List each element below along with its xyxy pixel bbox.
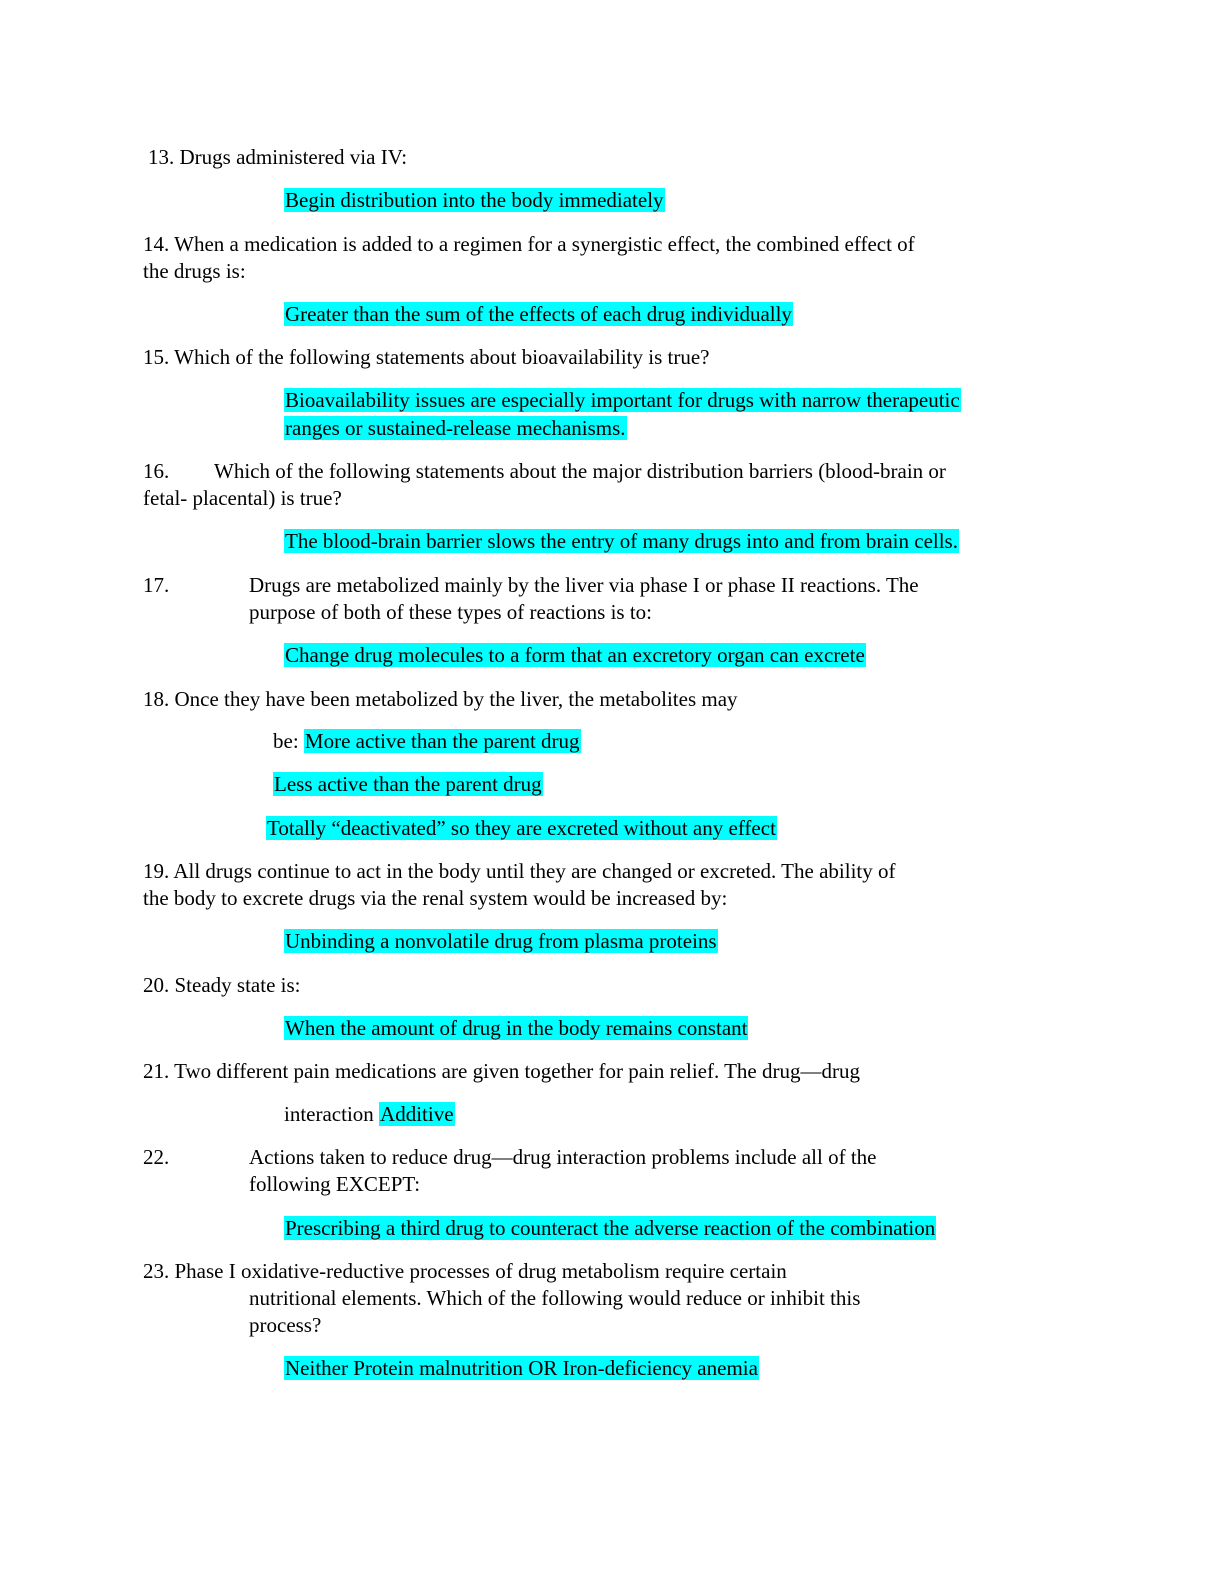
answer-18-line-1	[273, 728, 581, 754]
answer-19-highlight: Unbinding a nonvolatile drug from plasma proteins	[285, 929, 717, 953]
answer-15-line-2	[284, 415, 627, 441]
answer-14	[284, 301, 793, 327]
answer-18-highlight-1: More active than the parent drug	[304, 729, 580, 753]
answer-16	[284, 528, 959, 554]
question-22-line-1: Actions taken to reduce drug—drug interaction problems include all of the	[249, 1145, 877, 1169]
answer-18-highlight-3: Totally “deactivated” so they are excreted without any effect	[267, 816, 776, 840]
question-19-line-1: 19. All drugs continue to act in the body until they are changed or excreted. The ability of	[143, 859, 896, 883]
answer-18-prefix: be:	[273, 729, 304, 753]
answer-13-highlight: Begin distribution into the body immediately	[285, 188, 664, 212]
question-23-line-3: process?	[249, 1313, 322, 1337]
answer-17-highlight: Change drug molecules to a form that an excretory organ can excrete	[285, 643, 865, 667]
answer-18-line-3	[266, 815, 777, 841]
question-23-line-1: 23. Phase I oxidative-reductive processes of drug metabolism require certain	[143, 1259, 787, 1283]
answer-22	[284, 1215, 936, 1241]
answer-21-prefix: interaction	[284, 1102, 380, 1126]
question-15: 15. Which of the following statements about bioavailability is true?	[143, 345, 710, 369]
question-18: 18. Once they have been metabolized by the liver, the metabolites may	[143, 687, 738, 711]
answer-15-highlight-1: Bioavailability issues are especially important for drugs with narrow therapeutic	[285, 388, 960, 412]
question-22-number: 22.	[143, 1145, 170, 1169]
question-20: 20. Steady state is:	[143, 973, 301, 997]
question-17-line-2: purpose of both of these types of reactions is to:	[249, 600, 652, 624]
question-19-line-2: the body to excrete drugs via the renal system would be increased by:	[143, 886, 728, 910]
answer-20-highlight: When the amount of drug in the body remains constant	[285, 1016, 748, 1040]
answer-23	[284, 1355, 759, 1381]
answer-13	[284, 187, 665, 213]
question-16-number: 16.	[143, 459, 170, 483]
question-13: 13. Drugs administered via IV:	[148, 145, 408, 169]
question-21: 21. Two different pain medications are given together for pain relief. The drug—drug	[143, 1059, 860, 1083]
answer-15-highlight-2: ranges or sustained-release mechanisms.	[285, 416, 626, 440]
question-17-line-1: Drugs are metabolized mainly by the liver via phase I or phase II reactions. The	[249, 573, 919, 597]
question-23-line-2: nutritional elements. Which of the following would reduce or inhibit this	[249, 1286, 861, 1310]
question-22-line-2: following EXCEPT:	[249, 1172, 421, 1196]
question-16-line-2: fetal- placental) is true?	[143, 486, 342, 510]
question-14-line-2: the drugs is:	[143, 259, 246, 283]
answer-19	[284, 928, 718, 954]
question-16-line-1: Which of the following statements about the major distribution barriers (blood-brain or	[214, 459, 946, 483]
answer-18-highlight-2: Less active than the parent drug	[274, 772, 542, 796]
answer-22-highlight: Prescribing a third drug to counteract the adverse reaction of the combination	[285, 1216, 936, 1240]
answer-20	[284, 1015, 748, 1041]
answer-18-line-2	[273, 771, 543, 797]
answer-15-line-1	[284, 387, 961, 413]
answer-17	[284, 642, 866, 668]
answer-23-highlight: Neither Protein malnutrition OR Iron-deficiency anemia	[285, 1356, 758, 1380]
question-14-line-1: 14. When a medication is added to a regimen for a synergistic effect, the combined effect of	[143, 232, 915, 256]
answer-16-highlight: The blood-brain barrier slows the entry of many drugs into and from brain cells.	[285, 529, 958, 553]
answer-21	[284, 1101, 455, 1127]
question-17-number: 17.	[143, 573, 170, 597]
answer-21-highlight: Additive	[380, 1102, 454, 1126]
answer-14-highlight: Greater than the sum of the effects of each drug individually	[285, 302, 792, 326]
